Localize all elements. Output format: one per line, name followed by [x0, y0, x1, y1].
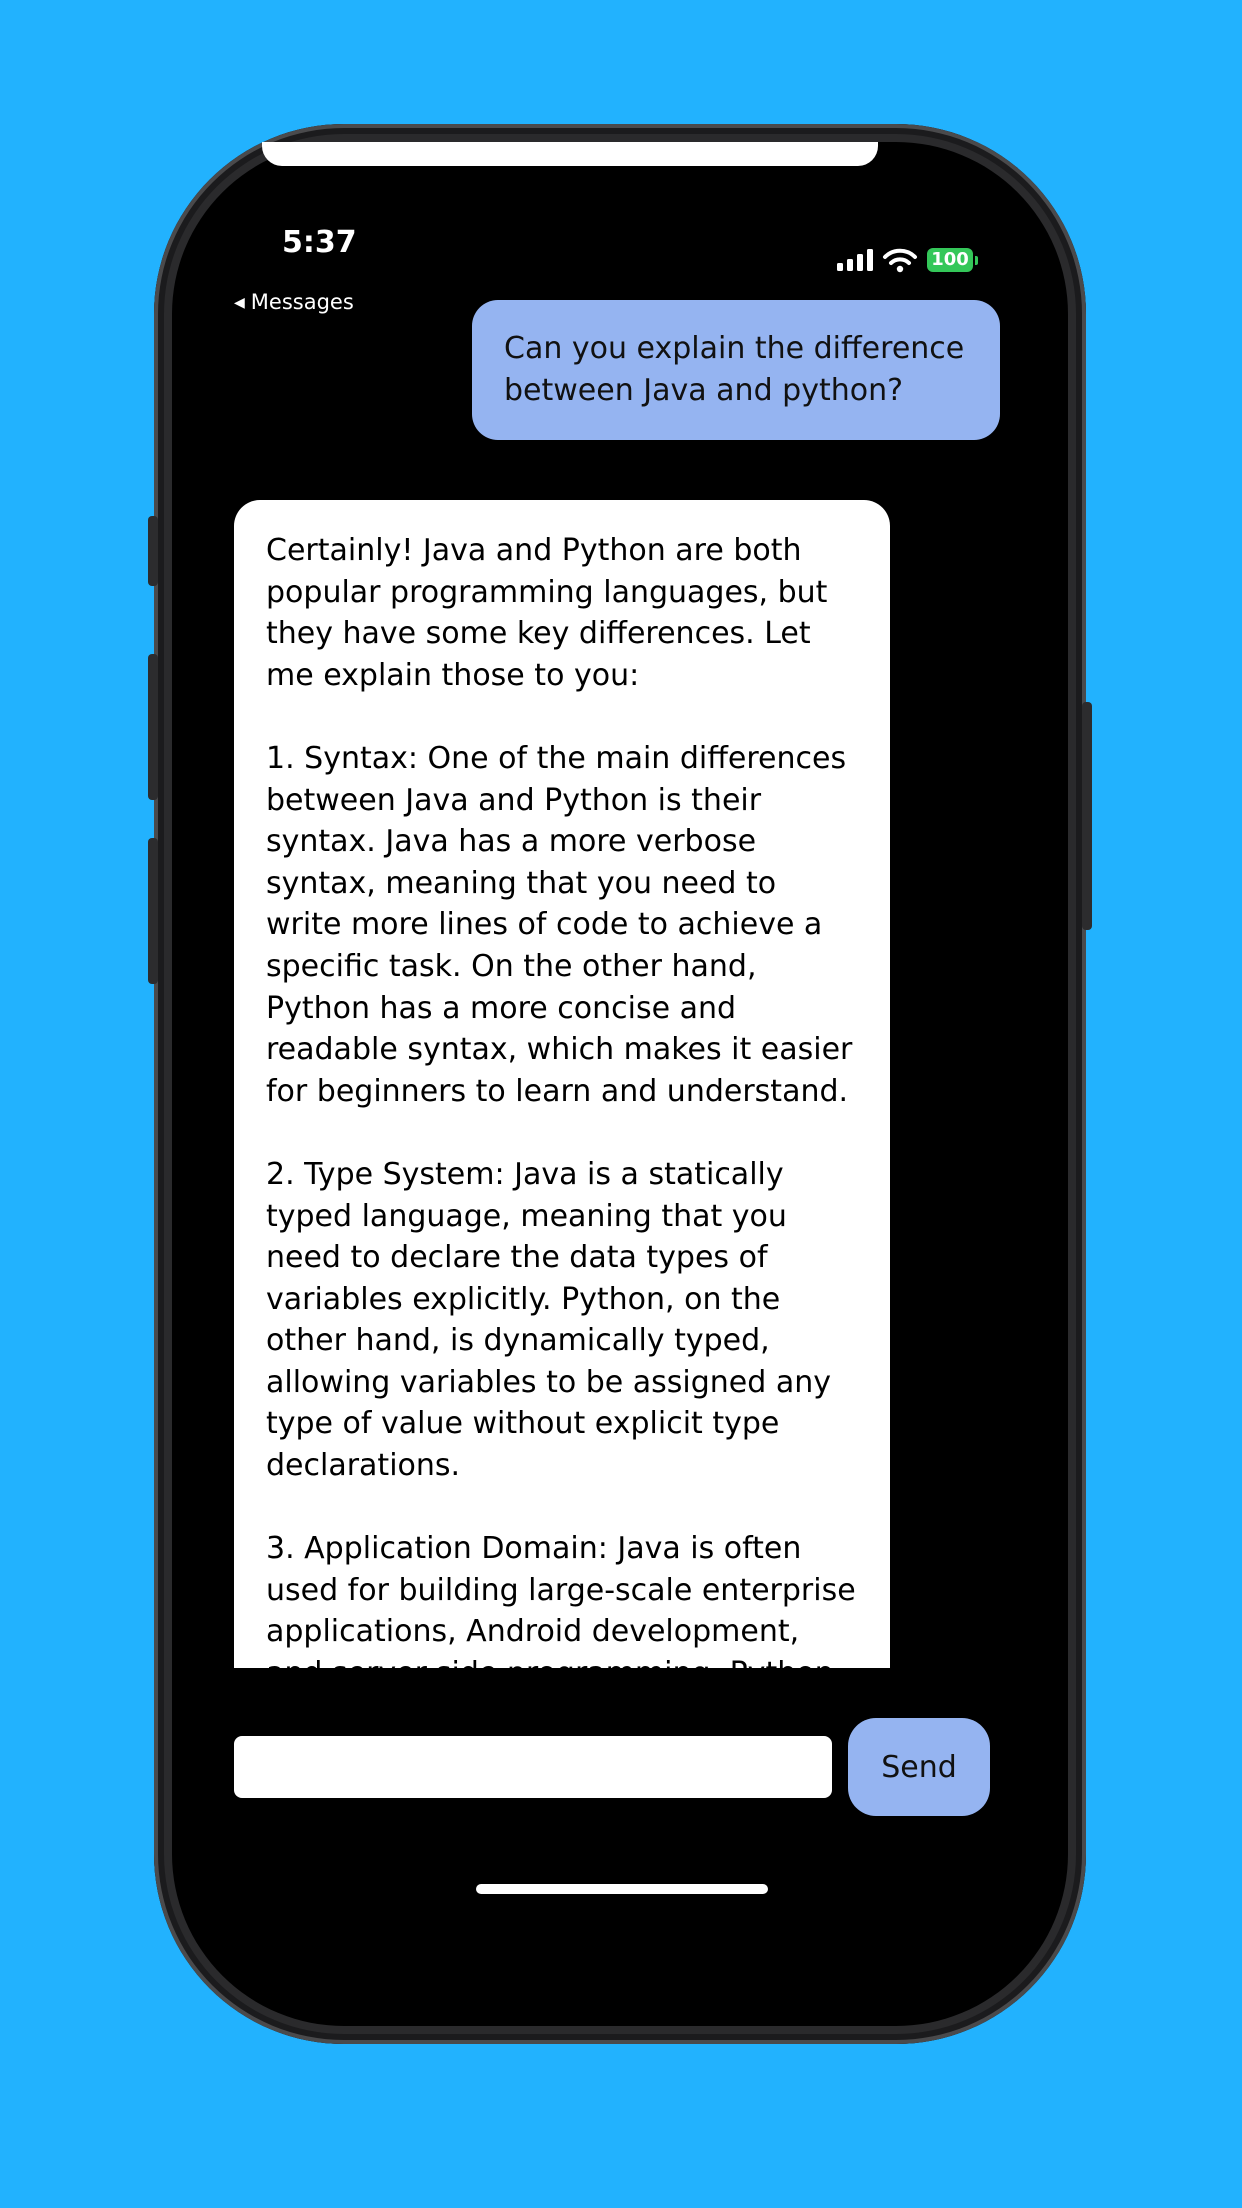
user-message-bubble: Can you explain the difference between Java and python?: [472, 300, 1000, 440]
send-button[interactable]: Send: [848, 1718, 990, 1816]
volume-up-button: [148, 654, 158, 800]
mute-switch: [148, 516, 158, 586]
back-to-messages-link[interactable]: [234, 292, 354, 313]
cellular-signal-icon: [837, 249, 873, 271]
battery-tip: [975, 256, 978, 265]
home-indicator[interactable]: [476, 1884, 768, 1894]
back-link-label: Messages: [250, 290, 354, 314]
back-arrow-icon: ◀: [234, 294, 245, 311]
assistant-message-bubble[interactable]: Certainly! Java and Python are both popular programming languages, but they have some key differences. Let me explain those to you: 1. Syntax: One of the main differences between Java and Python is their syntax. Java has a more verbose syntax, meaning that you need to write more lines of code to achieve a specific task. On the other hand, Python has a more concise and readable syntax, which makes it easier for beginners to learn and understand. 2. Type System: Java is a statically typed language, meaning that you need to declare the data types of variables explicitly. Python, on the other hand, is dynamically typed, allowing variables to be assigned any type of value without explicit type declarations. 3. Application Domain: Java is often used for building large-scale enterprise applications, Android development, and server-side programming. Python: [234, 500, 890, 1668]
status-icons: [837, 248, 978, 272]
status-time: 5:37: [282, 225, 357, 260]
message-input[interactable]: [234, 1736, 832, 1798]
phone-frame: [154, 124, 1086, 2044]
wifi-icon: [883, 248, 917, 272]
volume-down-button: [148, 838, 158, 984]
battery-level: 100: [931, 249, 969, 270]
power-button: [1082, 702, 1092, 930]
battery-icon: [927, 248, 973, 272]
dynamic-island: [262, 142, 878, 166]
phone-screen: [172, 142, 1068, 2026]
